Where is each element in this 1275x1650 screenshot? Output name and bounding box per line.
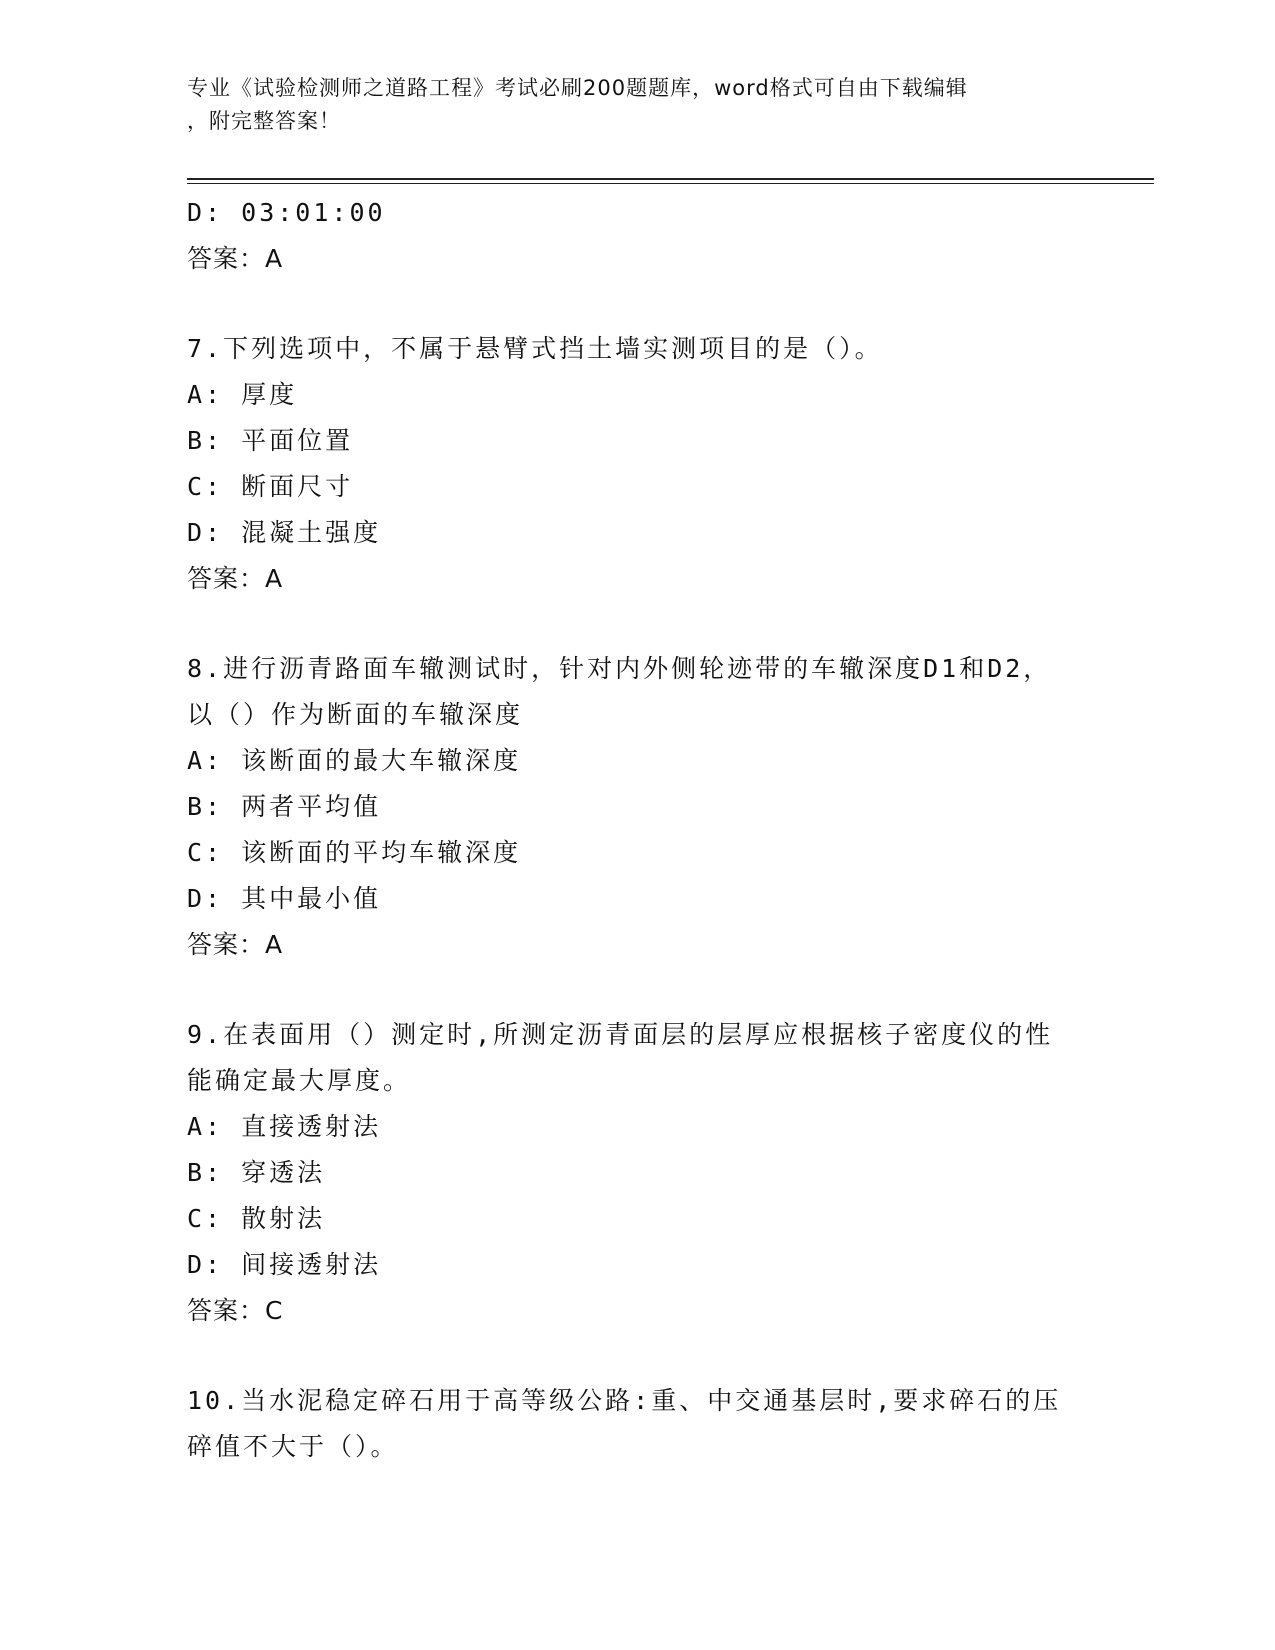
option-b: B: 穿透法	[187, 1158, 326, 1187]
option-a: A: 直接透射法	[187, 1112, 382, 1141]
option-d: D: 间接透射法	[187, 1250, 382, 1279]
question-stem: 7.下列选项中，不属于悬臂式挡土墙实测项目的是（）。	[187, 334, 883, 363]
question-8	[187, 646, 1087, 968]
header-title-line-1: 专业《试验检测师之道路工程》考试必刷200题题库，word格式可自由下载编辑	[187, 76, 968, 100]
question-stem-line-1: 8.进行沥青路面车辙测试时，针对内外侧轮迹带的车辙深度D1和D2，	[187, 654, 1052, 683]
option-d: D: 混凝土强度	[187, 518, 382, 547]
option-b: B: 两者平均值	[187, 792, 382, 821]
spacer	[187, 602, 1087, 646]
question-10	[187, 1378, 1087, 1470]
option-c: C: 断面尺寸	[187, 472, 354, 501]
document-header	[187, 72, 1067, 138]
option-a: A: 该断面的最大车辙深度	[187, 746, 522, 775]
question-stem-line-1: 9.在表面用（）测定时,所测定沥青面层的层厚应根据核子密度仪的性	[187, 1020, 1054, 1049]
spacer	[187, 282, 1087, 326]
spacer	[187, 1334, 1087, 1378]
option-d: D: 其中最小值	[187, 884, 382, 913]
option-d: D: 03:01:00	[187, 198, 386, 227]
question-stem-line-2: 以（）作为断面的车辙深度	[187, 700, 524, 729]
answer: 答案：A	[187, 564, 284, 593]
document-body	[187, 190, 1087, 1470]
question-stem-line-2: 能确定最大厚度。	[187, 1066, 412, 1095]
answer: 答案：A	[187, 244, 284, 273]
question-9	[187, 1012, 1087, 1334]
header-divider-thick	[187, 178, 1154, 180]
spacer	[187, 968, 1087, 1012]
option-b: B: 平面位置	[187, 426, 354, 455]
answer: 答案：A	[187, 930, 284, 959]
option-a: A: 厚度	[187, 380, 298, 409]
option-c: C: 该断面的平均车辙深度	[187, 838, 522, 867]
header-title-line-2: ，附完整答案！	[187, 109, 341, 133]
header-divider-thin	[187, 183, 1154, 184]
question-stem-line-1: 10.当水泥稳定碎石用于高等级公路:重、中交通基层时,要求碎石的压	[187, 1386, 1062, 1415]
question-stem-line-2: 碎值不大于（）。	[187, 1432, 399, 1461]
question-7	[187, 326, 1087, 602]
option-c: C: 散射法	[187, 1204, 326, 1233]
answer: 答案：C	[187, 1296, 284, 1325]
